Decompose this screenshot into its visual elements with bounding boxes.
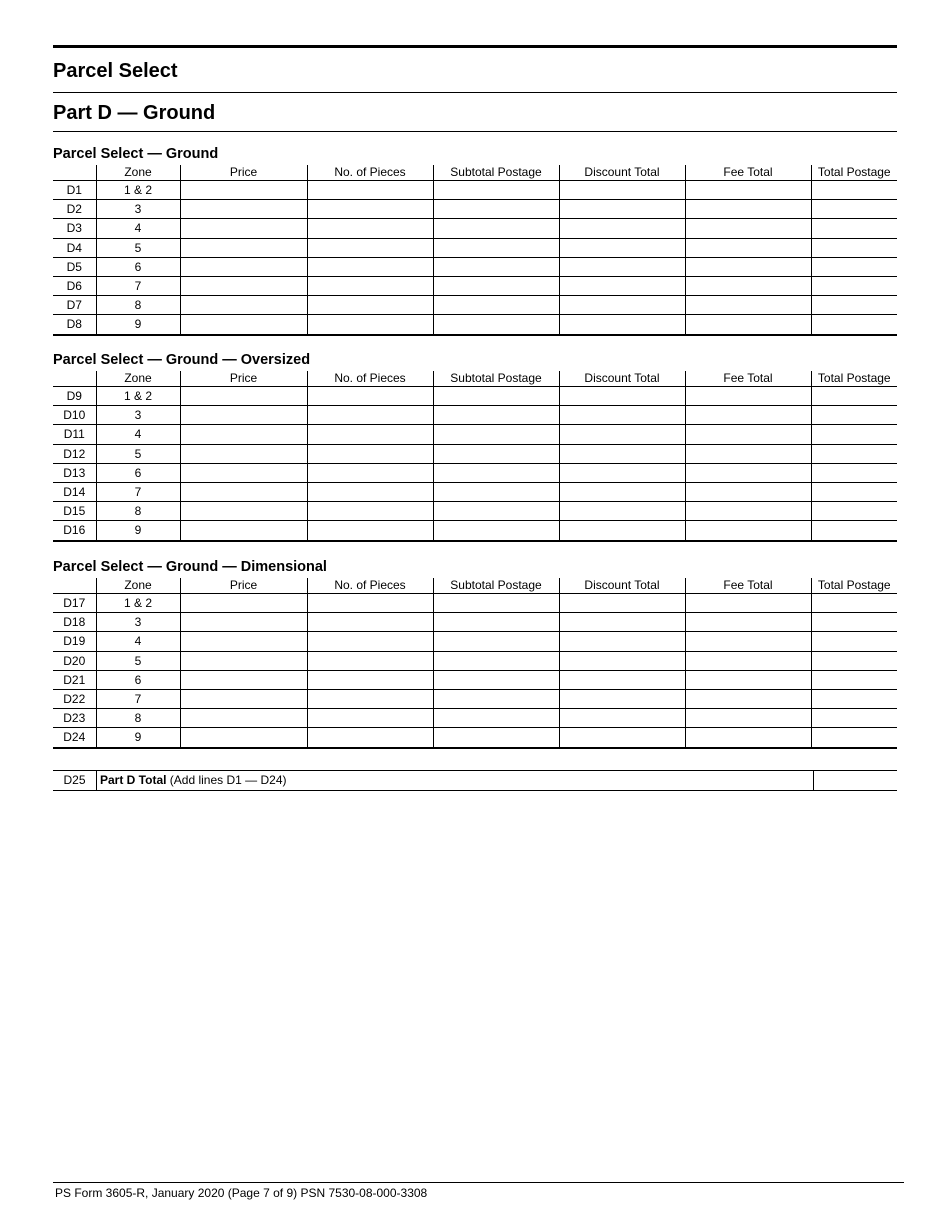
fee-input[interactable] <box>685 406 811 425</box>
section-3 <box>53 558 897 749</box>
fee-input[interactable] <box>685 257 811 276</box>
discount-input[interactable] <box>559 594 685 613</box>
pieces-input[interactable] <box>307 387 433 406</box>
pieces-input[interactable] <box>307 296 433 315</box>
fee-input[interactable] <box>685 613 811 632</box>
subtotal-input[interactable] <box>433 521 559 541</box>
zone-cell: 1 & 2 <box>96 181 180 200</box>
total-input[interactable] <box>811 444 897 463</box>
table-row <box>53 728 897 748</box>
price-input[interactable] <box>180 425 307 444</box>
zone-cell: 6 <box>96 463 180 482</box>
total-input[interactable] <box>811 257 897 276</box>
line-id: D20 <box>53 651 96 670</box>
table-row <box>53 276 897 295</box>
line-id: D17 <box>53 594 96 613</box>
zone-cell: 9 <box>96 315 180 335</box>
subtotal-input[interactable] <box>433 670 559 689</box>
pieces-column-header: No. of Pieces <box>307 165 433 181</box>
pieces-input[interactable] <box>307 728 433 748</box>
total-input[interactable] <box>811 276 897 295</box>
pieces-input[interactable] <box>307 444 433 463</box>
zone-cell: 6 <box>96 257 180 276</box>
discount-input[interactable] <box>559 257 685 276</box>
fee-input[interactable] <box>685 387 811 406</box>
section-title: Parcel Select — Ground — Oversized <box>53 352 311 368</box>
total-column-header: Total Postage <box>811 371 897 387</box>
zone-cell: 6 <box>96 670 180 689</box>
section-1 <box>53 145 897 336</box>
pieces-input[interactable] <box>307 689 433 708</box>
total-input[interactable] <box>811 594 897 613</box>
subtotal-input[interactable] <box>433 387 559 406</box>
subtotal-column-header: Subtotal Postage <box>433 578 559 594</box>
total-label-note: (Add lines D1 — D24) <box>166 773 287 787</box>
price-input[interactable] <box>180 444 307 463</box>
price-input[interactable] <box>180 651 307 670</box>
discount-input[interactable] <box>559 238 685 257</box>
line-id: D16 <box>53 521 96 541</box>
fee-input[interactable] <box>685 670 811 689</box>
fee-input[interactable] <box>685 689 811 708</box>
zone-cell: 3 <box>96 613 180 632</box>
line-id: D15 <box>53 502 96 521</box>
pieces-column-header: No. of Pieces <box>307 578 433 594</box>
total-input[interactable] <box>811 709 897 728</box>
table-row <box>53 406 897 425</box>
fee-input[interactable] <box>685 296 811 315</box>
price-column-header: Price <box>180 165 307 181</box>
subtotal-input[interactable] <box>433 709 559 728</box>
fee-input[interactable] <box>685 521 811 541</box>
discount-input[interactable] <box>559 728 685 748</box>
total-input[interactable] <box>811 632 897 651</box>
zone-column-header: Zone <box>96 165 180 181</box>
fee-input[interactable] <box>685 200 811 219</box>
zone-cell: 9 <box>96 728 180 748</box>
subtotal-input[interactable] <box>433 257 559 276</box>
subtotal-input[interactable] <box>433 296 559 315</box>
zone-cell: 9 <box>96 521 180 541</box>
table-row <box>53 296 897 315</box>
discount-input[interactable] <box>559 502 685 521</box>
discount-input[interactable] <box>559 482 685 501</box>
total-input[interactable] <box>811 689 897 708</box>
subtotal-input[interactable] <box>433 200 559 219</box>
line-id: D3 <box>53 219 96 238</box>
total-input[interactable] <box>811 425 897 444</box>
discount-input[interactable] <box>559 200 685 219</box>
zone-cell: 5 <box>96 238 180 257</box>
subtotal-input[interactable] <box>433 406 559 425</box>
price-input[interactable] <box>180 219 307 238</box>
table-row <box>53 181 897 200</box>
subtotal-input[interactable] <box>433 594 559 613</box>
price-input[interactable] <box>180 181 307 200</box>
discount-input[interactable] <box>559 425 685 444</box>
discount-input[interactable] <box>559 296 685 315</box>
zone-cell: 4 <box>96 632 180 651</box>
footer-rule <box>53 1182 904 1183</box>
price-input[interactable] <box>180 632 307 651</box>
pieces-input[interactable] <box>307 315 433 335</box>
pieces-input[interactable] <box>307 651 433 670</box>
discount-input[interactable] <box>559 444 685 463</box>
zone-cell: 8 <box>96 502 180 521</box>
part-d-total-row <box>53 770 897 791</box>
line-id: D24 <box>53 728 96 748</box>
price-column-header: Price <box>180 371 307 387</box>
line-id: D9 <box>53 387 96 406</box>
fee-input[interactable] <box>685 425 811 444</box>
total-input[interactable] <box>811 651 897 670</box>
table-row <box>53 670 897 689</box>
price-input[interactable] <box>180 200 307 219</box>
pieces-input[interactable] <box>307 219 433 238</box>
line-id: D14 <box>53 482 96 501</box>
discount-input[interactable] <box>559 387 685 406</box>
page-title: Parcel Select <box>53 60 178 82</box>
pieces-input[interactable] <box>307 463 433 482</box>
total-input[interactable] <box>811 482 897 501</box>
price-input[interactable] <box>180 613 307 632</box>
line-id: D11 <box>53 425 96 444</box>
discount-column-header: Discount Total <box>559 165 685 181</box>
discount-input[interactable] <box>559 181 685 200</box>
subtotal-input[interactable] <box>433 181 559 200</box>
line-id-header <box>53 371 96 387</box>
subtotal-input[interactable] <box>433 315 559 335</box>
pieces-input[interactable] <box>307 632 433 651</box>
pieces-input[interactable] <box>307 200 433 219</box>
subtotal-input[interactable] <box>433 463 559 482</box>
line-id: D22 <box>53 689 96 708</box>
total-input[interactable] <box>811 296 897 315</box>
pieces-input[interactable] <box>307 406 433 425</box>
line-id: D13 <box>53 463 96 482</box>
discount-input[interactable] <box>559 613 685 632</box>
discount-input[interactable] <box>559 632 685 651</box>
price-input[interactable] <box>180 709 307 728</box>
price-input[interactable] <box>180 296 307 315</box>
subtotal-column-header: Subtotal Postage <box>433 371 559 387</box>
fee-input[interactable] <box>685 728 811 748</box>
total-label <box>96 771 813 790</box>
line-id: D8 <box>53 315 96 335</box>
section-title: Parcel Select — Ground <box>53 146 219 162</box>
price-input[interactable] <box>180 521 307 541</box>
price-input[interactable] <box>180 406 307 425</box>
rate-table <box>53 578 897 749</box>
pieces-input[interactable] <box>307 502 433 521</box>
price-input[interactable] <box>180 689 307 708</box>
pieces-input[interactable] <box>307 257 433 276</box>
discount-input[interactable] <box>559 689 685 708</box>
zone-cell: 5 <box>96 651 180 670</box>
zone-cell: 7 <box>96 276 180 295</box>
fee-column-header: Fee Total <box>685 165 811 181</box>
pieces-input[interactable] <box>307 521 433 541</box>
pieces-input[interactable] <box>307 482 433 501</box>
fee-input[interactable] <box>685 181 811 200</box>
fee-input[interactable] <box>685 219 811 238</box>
discount-column-header: Discount Total <box>559 371 685 387</box>
price-input[interactable] <box>180 315 307 335</box>
discount-input[interactable] <box>559 521 685 541</box>
zone-cell: 3 <box>96 406 180 425</box>
line-id: D7 <box>53 296 96 315</box>
discount-input[interactable] <box>559 670 685 689</box>
fee-input[interactable] <box>685 632 811 651</box>
total-line-id: D25 <box>63 773 86 787</box>
total-label-bold: Part D Total <box>100 773 167 787</box>
price-input[interactable] <box>180 670 307 689</box>
line-id: D1 <box>53 181 96 200</box>
pieces-column-header: No. of Pieces <box>307 371 433 387</box>
price-input[interactable] <box>180 276 307 295</box>
total-input[interactable] <box>811 670 897 689</box>
discount-input[interactable] <box>559 406 685 425</box>
line-id: D19 <box>53 632 96 651</box>
fee-input[interactable] <box>685 594 811 613</box>
total-input[interactable] <box>811 521 897 541</box>
subtotal-input[interactable] <box>433 689 559 708</box>
fee-input[interactable] <box>685 502 811 521</box>
discount-input[interactable] <box>559 651 685 670</box>
subtotal-column-header: Subtotal Postage <box>433 165 559 181</box>
subtotal-input[interactable] <box>433 482 559 501</box>
total-input[interactable] <box>811 238 897 257</box>
table-header-row <box>53 371 897 387</box>
table-row <box>53 463 897 482</box>
zone-cell: 7 <box>96 689 180 708</box>
total-input[interactable] <box>811 315 897 335</box>
total-input[interactable] <box>811 200 897 219</box>
fee-input[interactable] <box>685 651 811 670</box>
zone-cell: 1 & 2 <box>96 387 180 406</box>
total-input[interactable] <box>811 219 897 238</box>
table-row <box>53 444 897 463</box>
top-rule <box>53 45 897 48</box>
subtotal-input[interactable] <box>433 632 559 651</box>
rate-table <box>53 371 897 542</box>
part-divider <box>53 131 897 132</box>
line-id: D18 <box>53 613 96 632</box>
line-id: D2 <box>53 200 96 219</box>
pieces-input[interactable] <box>307 709 433 728</box>
discount-column-header: Discount Total <box>559 578 685 594</box>
zone-cell: 7 <box>96 482 180 501</box>
table-row <box>53 651 897 670</box>
table-row <box>53 387 897 406</box>
table-row <box>53 238 897 257</box>
pieces-input[interactable] <box>307 670 433 689</box>
zone-cell: 4 <box>96 219 180 238</box>
subtotal-input[interactable] <box>433 425 559 444</box>
pieces-input[interactable] <box>307 238 433 257</box>
zone-column-header: Zone <box>96 371 180 387</box>
line-id-header <box>53 578 96 594</box>
line-id: D10 <box>53 406 96 425</box>
zone-cell: 3 <box>96 200 180 219</box>
table-row <box>53 594 897 613</box>
zone-cell: 8 <box>96 296 180 315</box>
zone-column-header: Zone <box>96 578 180 594</box>
fee-input[interactable] <box>685 315 811 335</box>
price-input[interactable] <box>180 594 307 613</box>
line-id: D12 <box>53 444 96 463</box>
title-divider <box>53 92 897 93</box>
table-row <box>53 425 897 444</box>
fee-input[interactable] <box>685 463 811 482</box>
total-input[interactable] <box>811 181 897 200</box>
table-row <box>53 482 897 501</box>
fee-input[interactable] <box>685 444 811 463</box>
zone-cell: 4 <box>96 425 180 444</box>
discount-input[interactable] <box>559 276 685 295</box>
zone-cell: 8 <box>96 709 180 728</box>
total-input[interactable] <box>811 728 897 748</box>
price-column-header: Price <box>180 578 307 594</box>
form-footer: PS Form 3605-R, January 2020 (Page 7 of 9) PSN 7530-08-000-3308 <box>55 1186 428 1200</box>
line-id: D5 <box>53 257 96 276</box>
total-input[interactable] <box>811 613 897 632</box>
subtotal-input[interactable] <box>433 276 559 295</box>
subtotal-input[interactable] <box>433 238 559 257</box>
price-input[interactable] <box>180 728 307 748</box>
pieces-input[interactable] <box>307 425 433 444</box>
subtotal-input[interactable] <box>433 219 559 238</box>
line-id: D23 <box>53 709 96 728</box>
section-title: Parcel Select — Ground — Dimensional <box>53 559 327 575</box>
price-input[interactable] <box>180 257 307 276</box>
table-row <box>53 709 897 728</box>
fee-input[interactable] <box>685 276 811 295</box>
price-input[interactable] <box>180 238 307 257</box>
subtotal-input[interactable] <box>433 651 559 670</box>
total-input[interactable] <box>811 463 897 482</box>
price-input[interactable] <box>180 482 307 501</box>
table-row <box>53 257 897 276</box>
subtotal-input[interactable] <box>433 613 559 632</box>
line-id-header <box>53 165 96 181</box>
fee-input[interactable] <box>685 709 811 728</box>
total-column-header: Total Postage <box>811 578 897 594</box>
discount-input[interactable] <box>559 463 685 482</box>
table-row <box>53 521 897 541</box>
table-row <box>53 632 897 651</box>
pieces-input[interactable] <box>307 181 433 200</box>
subtotal-input[interactable] <box>433 728 559 748</box>
total-input[interactable] <box>811 502 897 521</box>
discount-input[interactable] <box>559 315 685 335</box>
discount-input[interactable] <box>559 709 685 728</box>
table-row <box>53 200 897 219</box>
part-heading: Part D — Ground <box>53 102 216 124</box>
discount-input[interactable] <box>559 219 685 238</box>
pieces-input[interactable] <box>307 613 433 632</box>
line-id: D4 <box>53 238 96 257</box>
line-id: D21 <box>53 670 96 689</box>
fee-column-header: Fee Total <box>685 371 811 387</box>
table-header-row <box>53 165 897 181</box>
table-header-row <box>53 578 897 594</box>
total-postage-input[interactable] <box>813 771 898 790</box>
section-2 <box>53 351 897 542</box>
price-input[interactable] <box>180 387 307 406</box>
subtotal-input[interactable] <box>433 444 559 463</box>
total-input[interactable] <box>811 406 897 425</box>
table-row <box>53 613 897 632</box>
total-column-header: Total Postage <box>811 165 897 181</box>
zone-cell: 1 & 2 <box>96 594 180 613</box>
pieces-input[interactable] <box>307 594 433 613</box>
total-input[interactable] <box>811 387 897 406</box>
table-row <box>53 315 897 335</box>
line-id: D6 <box>53 276 96 295</box>
table-row <box>53 219 897 238</box>
price-input[interactable] <box>180 502 307 521</box>
fee-column-header: Fee Total <box>685 578 811 594</box>
fee-input[interactable] <box>685 482 811 501</box>
pieces-input[interactable] <box>307 276 433 295</box>
zone-cell: 5 <box>96 444 180 463</box>
table-row <box>53 502 897 521</box>
subtotal-input[interactable] <box>433 502 559 521</box>
price-input[interactable] <box>180 463 307 482</box>
table-row <box>53 689 897 708</box>
fee-input[interactable] <box>685 238 811 257</box>
rate-table <box>53 165 897 336</box>
